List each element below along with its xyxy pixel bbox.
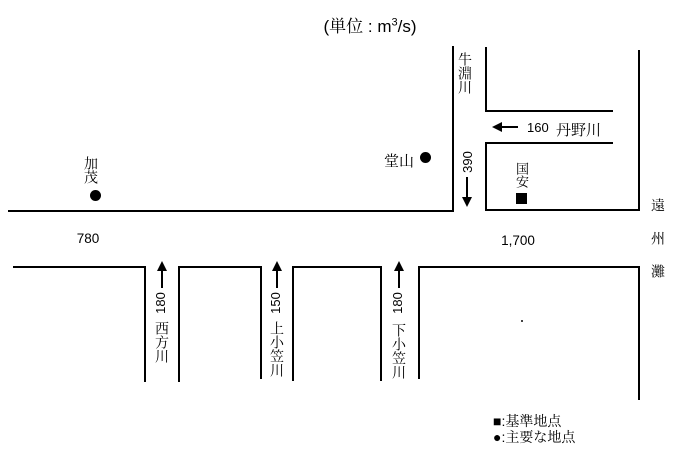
tanno-river-label: 丹野川 xyxy=(556,122,602,139)
kamiogasa-flow-value: 150 xyxy=(268,292,283,314)
tanno-flow-value: 160 xyxy=(527,120,549,135)
title-suffix: /s) xyxy=(397,17,417,36)
title-exponent: 3 xyxy=(391,16,398,29)
reference-square-icon: ■ xyxy=(493,413,502,429)
nishikata-flow-value: 180 xyxy=(153,292,168,314)
legend-item-reference xyxy=(493,413,575,429)
shimoogasa-east-bank xyxy=(418,266,420,379)
shimoogasa-river-label: 下小笠川 xyxy=(391,323,407,379)
coastline-upper xyxy=(638,50,640,211)
kuniyasu-point-label: 国安 xyxy=(514,162,529,188)
ushibuchi-west-bank xyxy=(452,46,454,212)
kamiogasa-west-bank xyxy=(260,266,262,379)
ushibuchi-flow-arrow-shaft xyxy=(466,177,468,199)
tanno-south-bank xyxy=(485,142,613,144)
main-river-bottom-bank-3 xyxy=(292,266,382,268)
shimoogasa-flow-value: 180 xyxy=(390,292,405,314)
stray-dot xyxy=(521,320,523,322)
nishikata-flow-arrow-icon xyxy=(157,261,167,271)
tanno-north-bank xyxy=(485,110,613,112)
ushibuchi-flow-arrow-icon xyxy=(462,197,472,207)
kamo-point-marker xyxy=(90,190,101,201)
shimoogasa-west-bank xyxy=(380,266,382,381)
legend-separator: : xyxy=(501,413,506,429)
main-river-bottom-bank-1 xyxy=(13,266,146,268)
kuniyasu-point-marker xyxy=(516,193,527,204)
nishikata-east-bank xyxy=(178,266,180,382)
major-circle-icon: ● xyxy=(493,429,502,445)
main-river-top-bank-left xyxy=(8,210,454,212)
tanno-flow-arrow-icon xyxy=(492,122,502,132)
main-river-bottom-bank-4 xyxy=(418,266,640,268)
legend-reference-label: 基準地点 xyxy=(505,413,562,429)
legend-separator: : xyxy=(501,429,506,445)
legend-major-label: 主要な地点 xyxy=(505,429,576,445)
shimoogasa-flow-arrow-icon xyxy=(394,261,404,271)
main-river-top-bank-right xyxy=(485,209,640,211)
ushibuchi-east-bank-lower xyxy=(485,142,487,211)
main-river-downstream-flow-value: 1,700 xyxy=(501,233,535,248)
tanno-flow-arrow-shaft xyxy=(501,126,518,128)
kamo-point-label: 加茂 xyxy=(83,156,99,184)
coastline-lower xyxy=(638,266,640,400)
main-river-bottom-bank-2 xyxy=(178,266,262,268)
doyama-point-label: 堂山 xyxy=(384,153,415,170)
sea-label: 遠州灘 xyxy=(650,198,666,297)
title-prefix: (単位 : m xyxy=(323,17,392,36)
diagram-title xyxy=(280,12,460,37)
legend-item-major xyxy=(493,429,575,445)
nishikata-west-bank xyxy=(144,266,146,382)
ushibuchi-east-bank-upper xyxy=(485,47,487,112)
ushibuchi-river-label: 牛淵川 xyxy=(457,52,473,94)
nishikata-river-label: 西方川 xyxy=(154,321,170,363)
legend xyxy=(493,413,575,445)
ushibuchi-flow-value: 390 xyxy=(460,151,475,173)
kamiogasa-flow-arrow-icon xyxy=(272,261,282,271)
main-river-upstream-flow-value: 780 xyxy=(76,231,100,246)
kamiogasa-river-label: 上小笠川 xyxy=(269,321,285,377)
kamiogasa-east-bank xyxy=(292,266,294,381)
doyama-point-marker xyxy=(420,152,431,163)
